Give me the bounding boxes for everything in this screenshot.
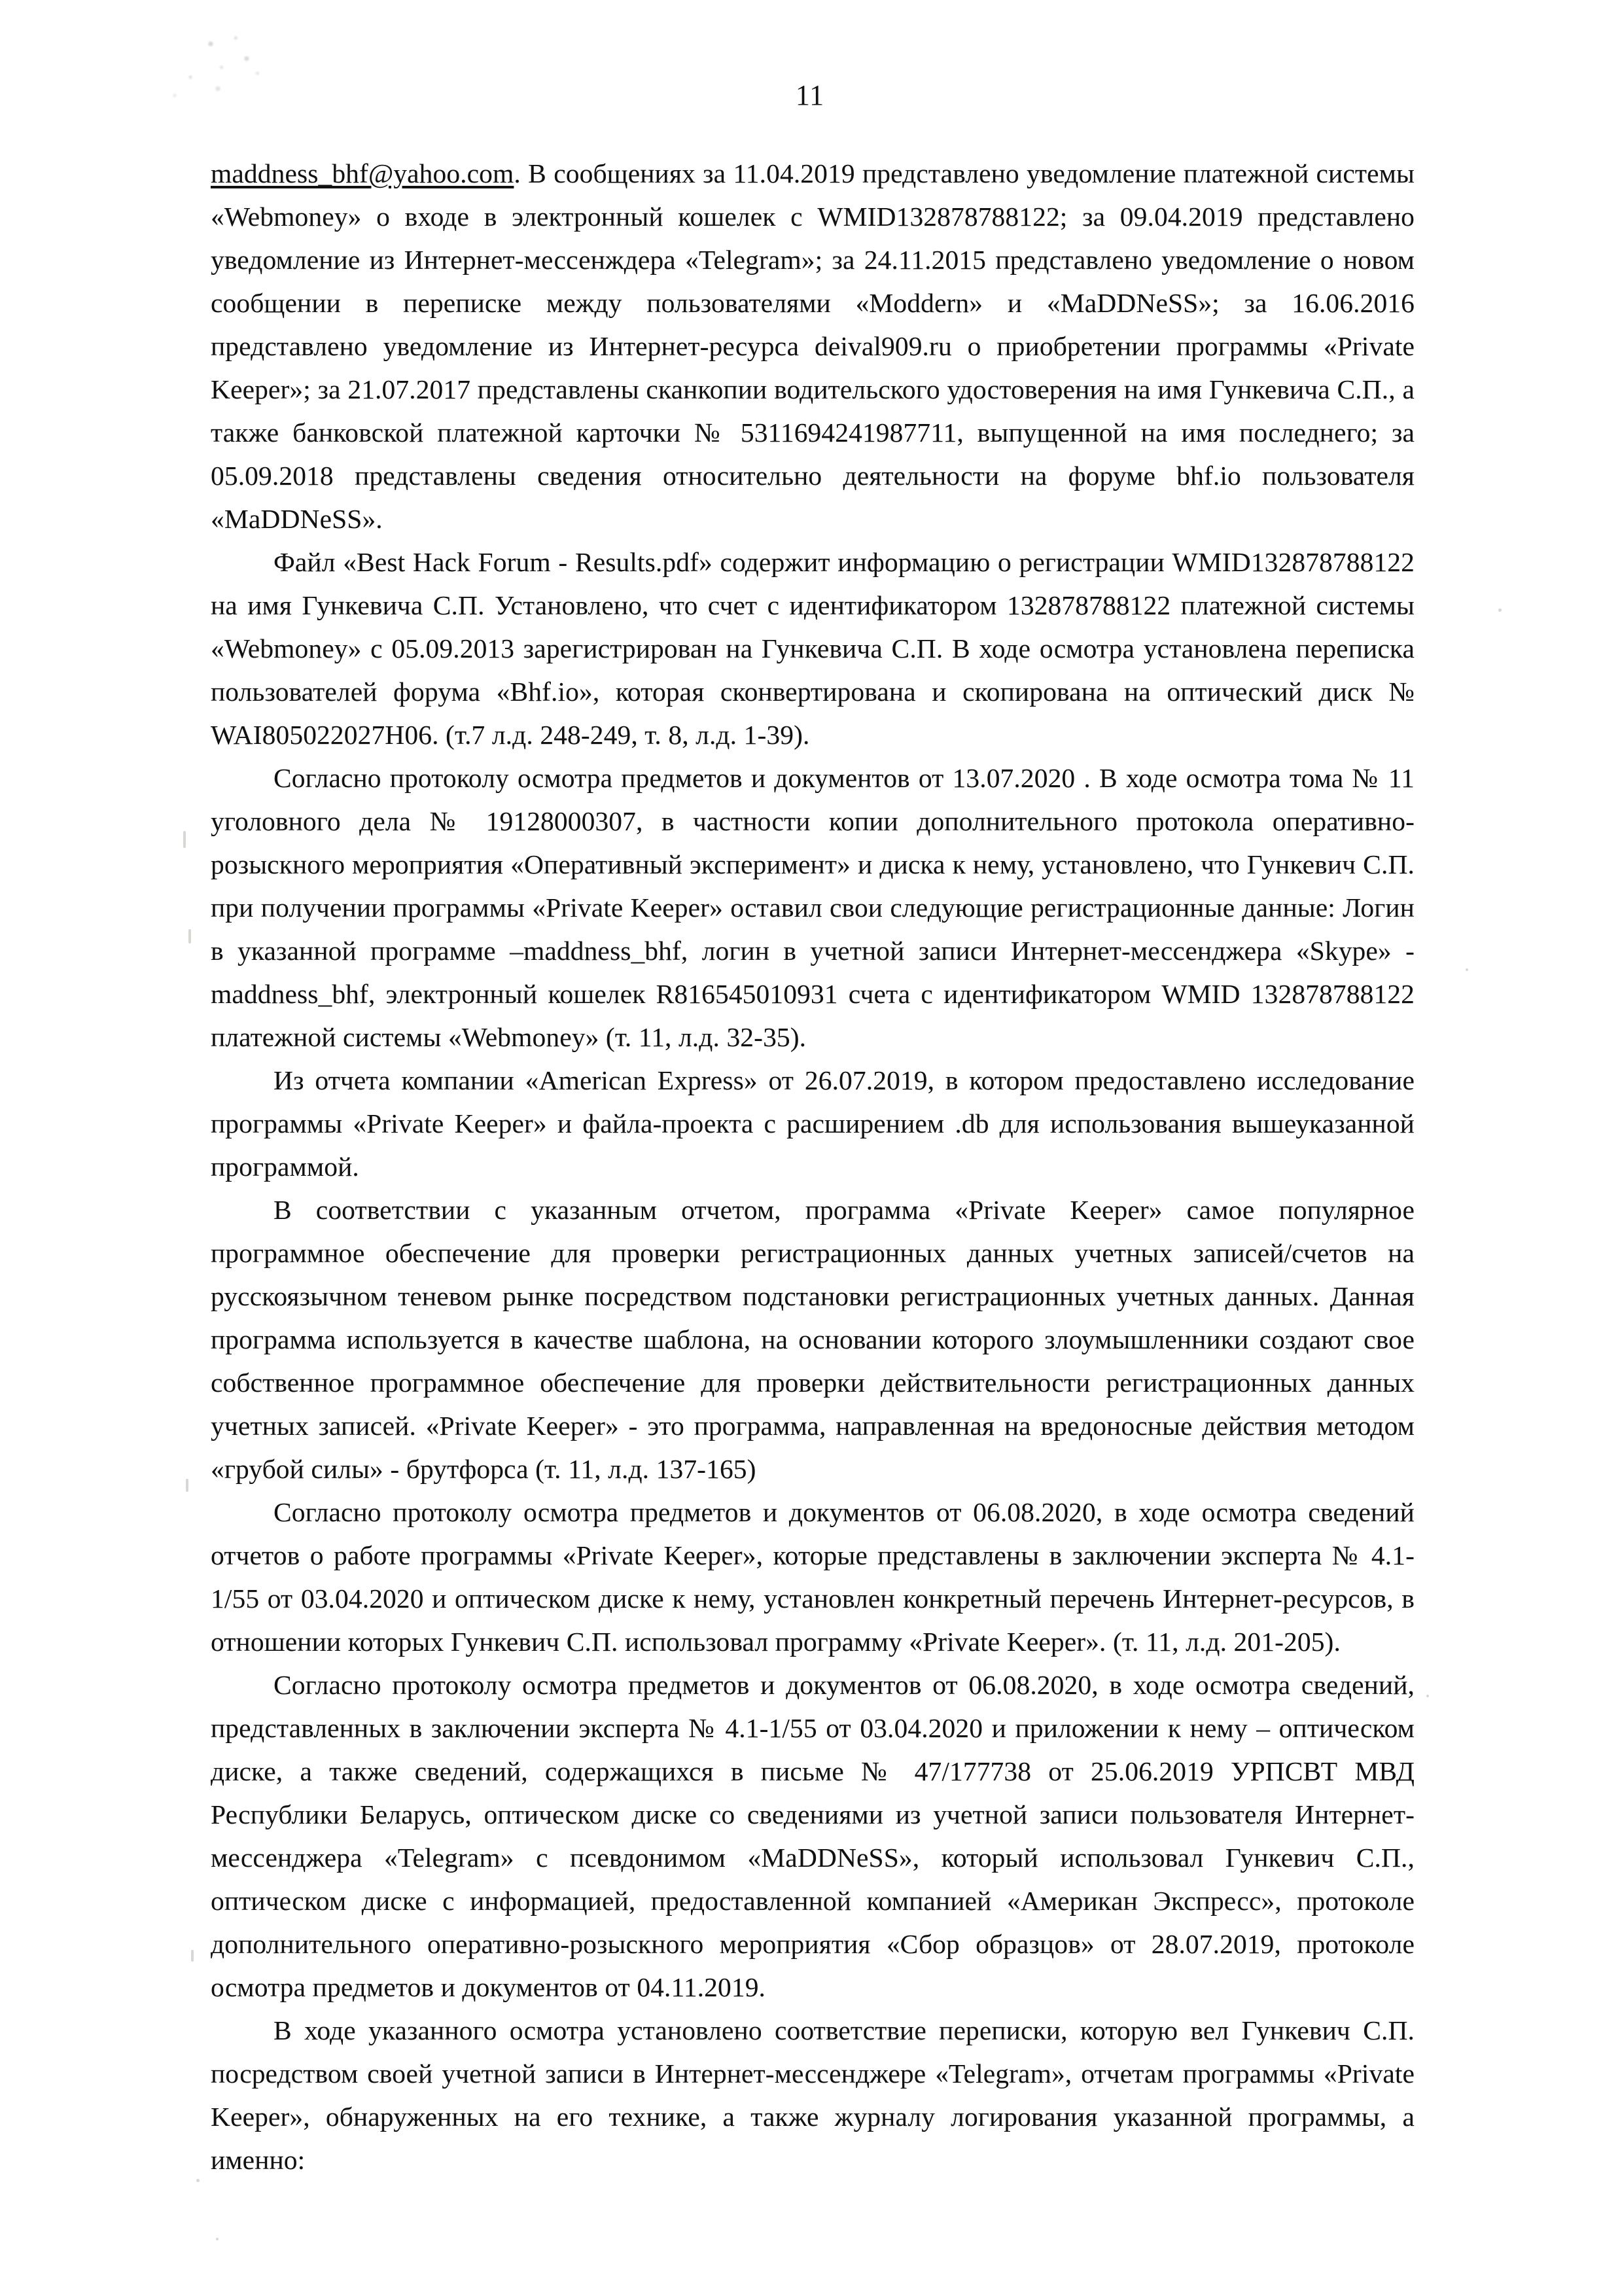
paragraph-1-text: . В сообщениях за 11.04.2019 представлено уведомление платежной системы «Webmoney» о входе в электронный кошелек с WMID132878788122; за 09.04.2019 представлено уведомление из Интернет-мессенждера «Telegram»; за 24.11.2015 представлено уведомление о новом сообщении в переписке между пользователями «Moddern» и «MaDDNeSS»; за 16.06.2016 представлено уведомление из Интернет-ресурса deival909.ru о приобретении программы «Private Keeper»; за 21.07.2017 представлены сканкопии водительского удостоверения на имя Гункевича С.П., а также банковской платежной карточки № 5311694241987711, выпущенной на имя последнего; за 05.09.2018 представлены сведения относительно деятельности на форуме bhf.io пользователя «MaDDNeSS».: [211, 158, 1415, 534]
scan-artifact-speckle: [191, 1950, 194, 1962]
page-number: 11: [795, 79, 825, 111]
scan-artifact-speckle: [196, 2179, 200, 2182]
paragraph-8: В ходе указанного осмотра установлено соответствие переписки, которую вел Гункевич С.П. посредством своей учетной записи в Интернет-мессенджере «Telegram», отчетам программы «Private Keeper», обнаруженных на его технике, а также журналу логирования указанной программы, а именно:: [211, 2015, 1415, 2175]
scan-artifact-speckle: [1466, 968, 1468, 971]
scan-artifact-speckle: [1498, 609, 1502, 612]
scan-artifact-speckle: [188, 929, 191, 944]
scan-artifact-speckle: [183, 831, 186, 848]
document-body: [211, 152, 1415, 2181]
paragraph-1: [211, 152, 1415, 540]
email-link[interactable]: maddness_bhf@yahoo.com: [211, 158, 514, 188]
scan-artifact-speckle: [186, 1479, 188, 1492]
paragraph-6: Согласно протоколу осмотра предметов и документов от 06.08.2020, в ходе осмотра сведений отчетов о работе программы «Private Keeper», которые представлены в заключении эксперта № 4.1-1/55 от 03.04.2020 и оптическом диске к нему, установлен конкретный перечень Интернет-ресурсов, в отношении которых Гункевич С.П. использовал программу «Private Keeper». (т. 11, л.д. 201-205).: [211, 1497, 1415, 1657]
paragraph-5: В соответствии с указанным отчетом, программа «Private Keeper» самое популярное программное обеспечение для проверки регистрационных данных учетных записей/счетов на русскоязычном теневом рынке посредством подстановки регистрационных учетных данных. Данная программа используется в качестве шаблона, на основании которого злоумышленники создают свое собственное программное обеспечение для проверки действительности регистрационных данных учетных записей. «Private Keeper» - это программа, направленная на вредоносные действия методом «грубой силы» - брутфорса (т. 11, л.д. 137-165): [211, 1195, 1415, 1484]
scan-artifact-speckle: [216, 2238, 219, 2240]
paragraph-2: Файл «Best Hack Forum - Results.pdf» содержит информацию о регистрации WMID132878788122 на имя Гункевича С.П. Установлено, что счет с идентификатором 132878788122 платежной системы «Webmoney» с 05.09.2013 зарегистрирован на Гункевича С.П. В ходе осмотра установлена переписка пользователей форума «Bhf.io», которая сконвертирована и скопирована на оптический диск № WAI805022027H06. (т.7 л.д. 248-249, т. 8, л.д. 1-39).: [211, 547, 1415, 750]
scan-artifact-speckle: [1426, 1695, 1429, 1697]
paragraph-3: Согласно протоколу осмотра предметов и документов от 13.07.2020 . В ходе осмотра тома № 11 уголовного дела № 19128000307, в частности копии дополнительного протокола оперативно-розыскного мероприятия «Оперативный эксперимент» и диска к нему, установлено, что Гункевич С.П. при получении программы «Private Keeper» оставил свои следующие регистрационные данные: Логин в указанной программе –maddness_bhf, логин в учетной записи Интернет-мессенджера «Skype» - maddness_bhf, электронный кошелек R816545010931 счета с идентификатором WMID 132878788122 платежной системы «Webmoney» (т. 11, л.д. 32-35).: [211, 763, 1415, 1052]
scan-artifact-smudge: [196, 26, 268, 85]
paragraph-7: Согласно протоколу осмотра предметов и документов от 06.08.2020, в ходе осмотра сведений, представленных в заключении эксперта № 4.1-1/55 от 03.04.2020 и приложении к нему – оптическом диске, а также сведений, содержащихся в письме № 47/177738 от 25.06.2019 УРПСВТ МВД Республики Беларусь, оптическом диске со сведениями из учетной записи пользователя Интернет-мессенджера «Telegram» с псевдонимом «MaDDNeSS», который использовал Гункевич С.П., оптическом диске с информацией, предоставленной компанией «Америкaн Экспресс», протоколе дополнительного оперативно-розыскного мероприятия «Сбор образцов» от 28.07.2019, протоколе осмотра предметов и документов от 04.11.2019.: [211, 1670, 1415, 2002]
paragraph-4: Из отчета компании «American Express» от 26.07.2019, в котором предоставлено исследование программы «Private Keeper» и файла-проекта с расширением .db для использования вышеуказанной программой.: [211, 1065, 1415, 1182]
